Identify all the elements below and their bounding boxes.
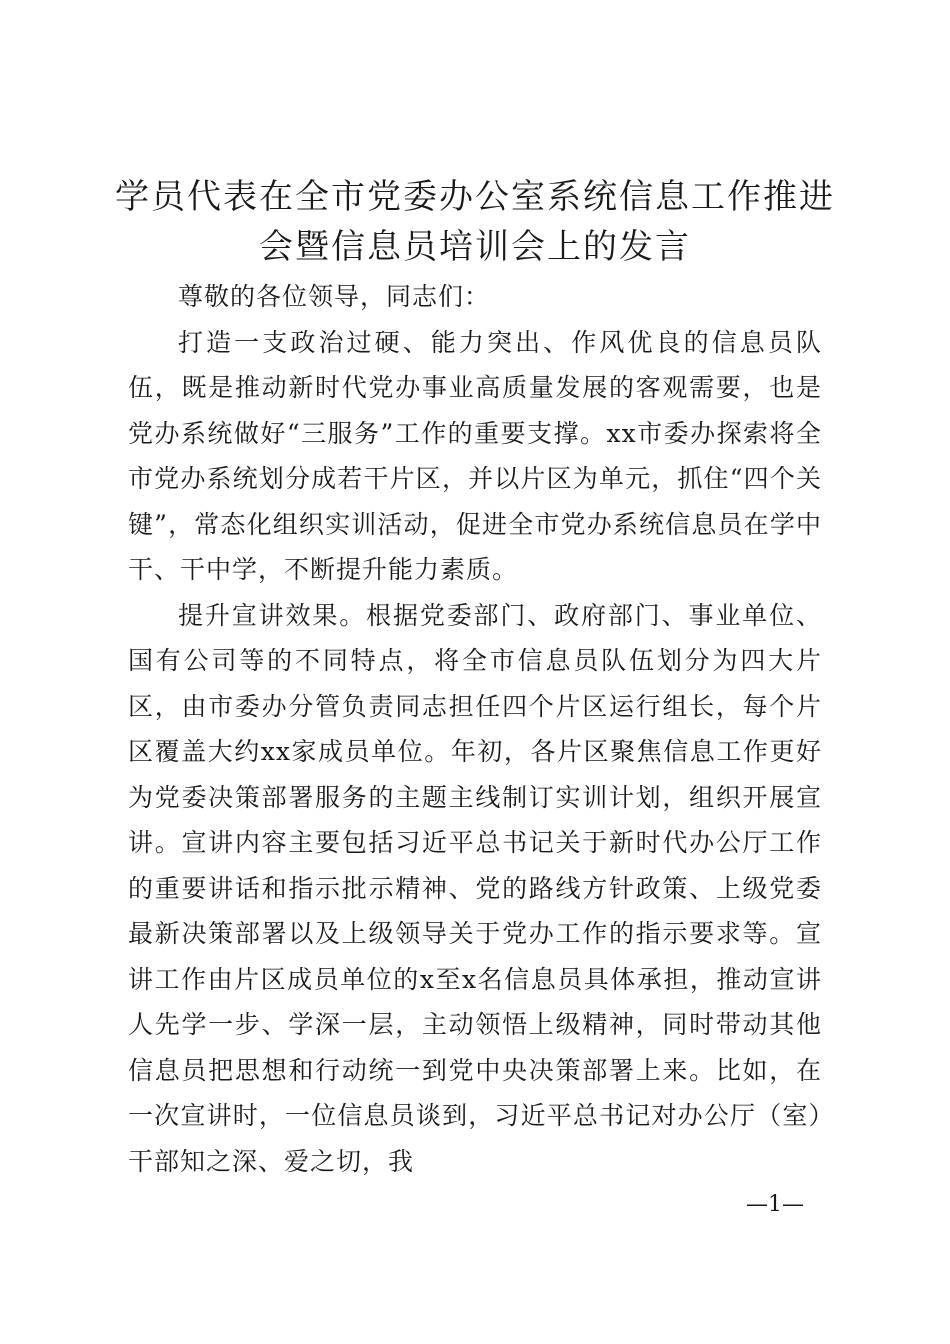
paragraph-intro: 打造一支政治过硬、能力突出、作风优良的信息员队伍，既是推动新时代党办事业高质量发展的客观需要，也是党办系统做好“三服务”工作的重要支撑。xx市委办探索将全市党办系统划分成若干片区，并以片区为单元，抓住“四个关键”，常态化组织实训活动，促进全市党办系统信息员在学中干、干中学，不断提升能力素质。	[128, 327, 822, 584]
greeting: 尊敬的各位领导，同志们：	[178, 282, 491, 311]
document-body	[128, 274, 822, 1184]
paragraph-publicity: 提升宣讲效果。根据党委部门、政府部门、事业单位、国有公司等的不同特点，将全市信息员队伍划分为四大片区，由市委办分管负责同志担任四个片区运行组长，每个片区覆盖大约xx家成员单位。年初，各片区聚焦信息工作更好为党委决策部署服务的主题主线制订实训计划，组织开展宣讲。宣讲内容主要包括习近平总书记关于新时代办公厅工作的重要讲话和指示批示精神、党的路线方针政策、上级党委最新决策部署以及上级领导关于党办工作的指示要求等。宣讲工作由片区成员单位的x至x名信息员具体承担，推动宣讲人先学一步、学深一层，主动领悟上级精神，同时带动其他信息员把思想和行动统一到党中央决策部署上来。比如，在一次宣讲时，一位信息员谈到，习近平总书记对办公厅（室）干部知之深、爱之切，我	[128, 600, 822, 1176]
page-number: —1—	[746, 1192, 804, 1217]
title-line-1: 学员代表在全市党委办公室系统信息工作推进	[115, 177, 835, 217]
title-line-2: 会暨信息员培训会上的发言	[259, 227, 691, 267]
document-title	[110, 172, 840, 272]
